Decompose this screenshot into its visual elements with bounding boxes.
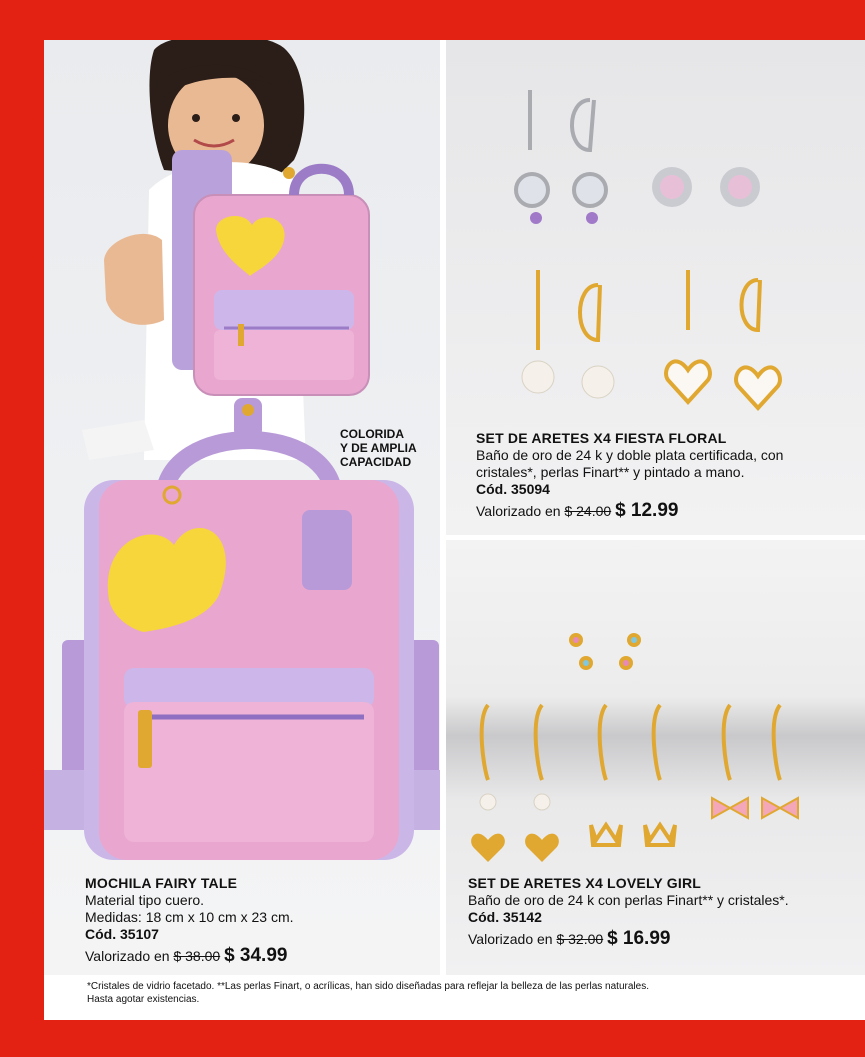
backpack-illustration [44,40,440,975]
catalog-page [44,40,865,1020]
purple-crystal [530,212,542,224]
current-price: $ 16.99 [607,928,671,949]
product-code: Cód. 35142 [468,909,542,925]
lovely-set-info [468,875,789,948]
footnote-line: *Cristales de vidrio facetado. **Las perlas Finart, o acrílicas, han sido diseñadas para reflejar la belleza de las perlas naturales. [87,981,649,992]
purple-crystal [586,212,598,224]
current-price: $ 34.99 [224,945,288,966]
current-price: $ 12.99 [615,500,679,521]
floral-earrings-panel [446,40,865,535]
crown-charm [591,825,621,845]
silver-stud-earrings [652,167,760,207]
product-material: Material tipo cuero. [85,892,205,908]
product-title: SET DE ARETES X4 LOVELY GIRL [468,875,702,891]
product-code: Cód. 35107 [85,926,159,942]
backpack-info [85,875,294,965]
price-line [476,502,783,520]
old-price: $ 24.00 [564,503,612,519]
heart-charm [736,367,780,408]
callout-line: Y DE AMPLIA [340,441,417,455]
product-dimensions: Medidas: 18 cm x 10 cm x 23 cm. [85,909,294,925]
heart-charm [525,834,559,862]
valued-label: Valorizado en [85,948,170,964]
gold-hooks [482,705,780,780]
footnote-line: Hasta agotar existencias. [87,994,200,1005]
gold-pearl-earrings [538,270,600,350]
price-line [85,947,294,965]
footnote [87,980,649,1006]
heart-charm [666,361,710,402]
pearl [534,794,550,810]
bow-charm [762,798,798,818]
product-code: Cód. 35094 [476,481,550,497]
floral-set-info [476,430,783,520]
product-title: SET DE ARETES X4 FIESTA FLORAL [476,430,727,446]
product-description: Baño de oro de 24 k y doble plata certificada, con [476,447,784,463]
stud-earrings [569,633,641,670]
old-price: $ 32.00 [556,931,604,947]
gold-heart-earrings [688,270,760,330]
product-title: MOCHILA FAIRY TALE [85,875,238,891]
crown-charm [645,825,675,845]
silver-flower-earrings [516,90,606,206]
backpack-panel [44,40,440,975]
callout-line: COLORIDA [340,427,404,441]
backpack-callout [340,427,440,469]
pearl [522,361,554,393]
pearl [480,794,496,810]
bow-charm [712,798,748,818]
product-description: cristales*, perlas Finart** y pintado a mano. [476,464,745,480]
pearl [582,366,614,398]
price-line [468,930,789,948]
valued-label: Valorizado en [468,931,553,947]
product-description: Baño de oro de 24 k con perlas Finart** y cristales*. [468,892,789,908]
heart-charm [471,834,505,862]
old-price: $ 38.00 [173,948,221,964]
valued-label: Valorizado en [476,503,561,519]
callout-line: CAPACIDAD [340,455,412,469]
lovely-earrings-panel [446,540,865,975]
